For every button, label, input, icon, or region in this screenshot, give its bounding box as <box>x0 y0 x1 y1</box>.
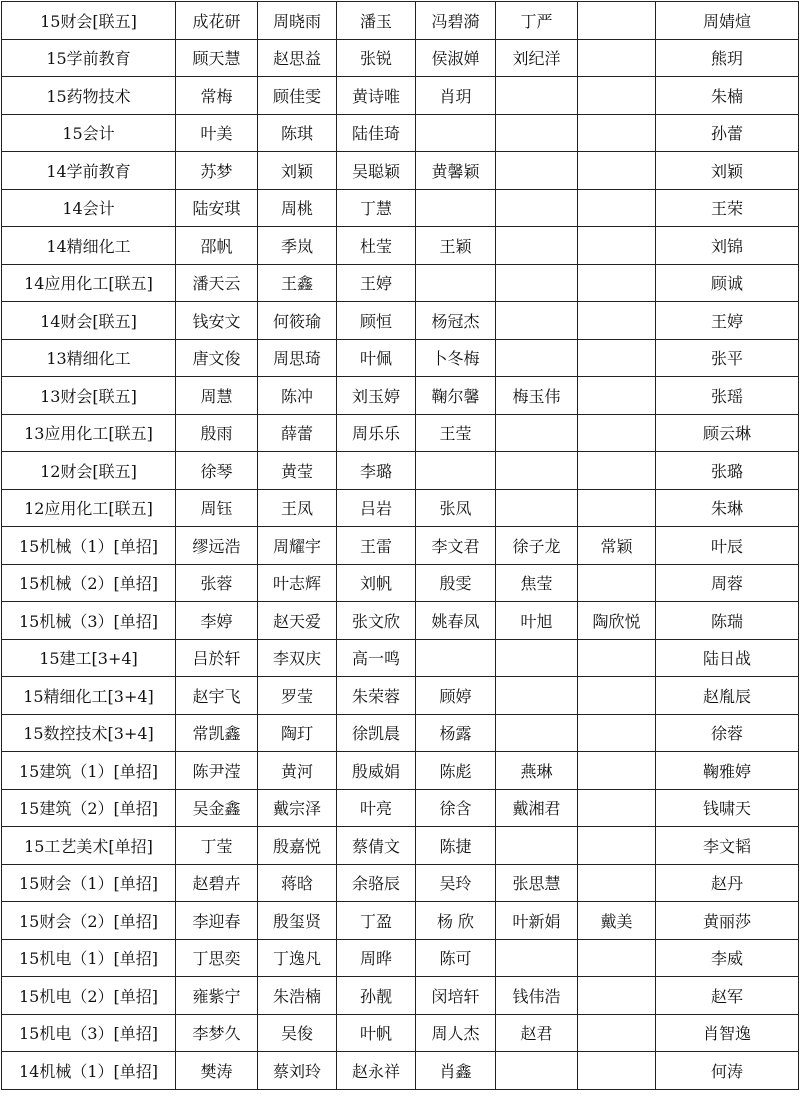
member-cell: 顾恒 <box>337 302 416 340</box>
member-cell: 徐凯晨 <box>337 714 416 752</box>
class-name-cell: 15工艺美术[单招] <box>2 827 176 865</box>
member-cell <box>578 227 656 265</box>
member-cell: 何筱瑜 <box>258 302 337 340</box>
member-cell: 肖玥 <box>416 77 496 115</box>
member-cell: 顾天慧 <box>176 39 258 77</box>
member-cell: 周钰 <box>176 489 258 527</box>
member-cell: 徐含 <box>416 789 496 827</box>
class-name-cell: 15建工[3+4] <box>2 639 176 677</box>
class-name-cell: 13财会[联五] <box>2 377 176 415</box>
advisor-cell: 刘颖 <box>656 152 799 190</box>
member-cell: 吕於轩 <box>176 639 258 677</box>
member-cell: 张思慧 <box>496 864 578 902</box>
member-cell: 肖鑫 <box>416 1052 496 1090</box>
member-cell: 丁严 <box>496 2 578 40</box>
advisor-cell: 赵胤辰 <box>656 677 799 715</box>
table-row <box>2 827 799 865</box>
member-cell: 陆安琪 <box>176 189 258 227</box>
member-cell: 叶帆 <box>337 1014 416 1052</box>
member-cell: 陶玎 <box>258 714 337 752</box>
member-cell <box>578 564 656 602</box>
member-cell <box>578 789 656 827</box>
advisor-cell: 陈瑞 <box>656 602 799 640</box>
member-cell <box>496 827 578 865</box>
member-cell: 钱伟浩 <box>496 977 578 1015</box>
member-cell: 赵思益 <box>258 39 337 77</box>
member-cell: 叶志辉 <box>258 564 337 602</box>
member-cell: 戴宗泽 <box>258 789 337 827</box>
advisor-cell: 王婷 <box>656 302 799 340</box>
member-cell: 赵永祥 <box>337 1052 416 1090</box>
member-cell: 蒋晗 <box>258 864 337 902</box>
class-name-cell: 13精细化工 <box>2 339 176 377</box>
advisor-cell: 周蓉 <box>656 564 799 602</box>
member-cell <box>416 639 496 677</box>
table-row <box>2 602 799 640</box>
table-row <box>2 114 799 152</box>
advisor-cell: 李威 <box>656 939 799 977</box>
member-cell <box>578 302 656 340</box>
class-name-cell: 15财会（2）[单招] <box>2 902 176 940</box>
table-row <box>2 39 799 77</box>
member-cell <box>496 302 578 340</box>
member-cell: 常颖 <box>578 527 656 565</box>
member-cell <box>416 189 496 227</box>
member-cell: 张蓉 <box>176 564 258 602</box>
member-cell: 罗莹 <box>258 677 337 715</box>
member-cell: 赵宇飞 <box>176 677 258 715</box>
member-cell: 叶旭 <box>496 602 578 640</box>
table-row <box>2 227 799 265</box>
member-cell: 丁思奕 <box>176 939 258 977</box>
member-cell: 丁莹 <box>176 827 258 865</box>
advisor-cell: 肖智逸 <box>656 1014 799 1052</box>
table-row <box>2 452 799 490</box>
member-cell: 周晔 <box>337 939 416 977</box>
member-cell: 丁逸凡 <box>258 939 337 977</box>
member-cell <box>578 377 656 415</box>
member-cell <box>416 264 496 302</box>
member-cell: 陆佳琦 <box>337 114 416 152</box>
table-row <box>2 377 799 415</box>
member-cell: 杨 欣 <box>416 902 496 940</box>
member-cell: 殷雯 <box>416 564 496 602</box>
member-cell: 唐文俊 <box>176 339 258 377</box>
member-cell: 陈捷 <box>416 827 496 865</box>
member-cell: 殷雨 <box>176 414 258 452</box>
member-cell: 杨露 <box>416 714 496 752</box>
member-cell: 王鑫 <box>258 264 337 302</box>
member-cell <box>578 152 656 190</box>
member-cell: 吴金鑫 <box>176 789 258 827</box>
class-name-cell: 14应用化工[联五] <box>2 264 176 302</box>
class-name-cell: 15建筑（1）[单招] <box>2 752 176 790</box>
advisor-cell: 何涛 <box>656 1052 799 1090</box>
class-name-cell: 15机电（2）[单招] <box>2 977 176 1015</box>
member-cell <box>578 864 656 902</box>
member-cell: 刘帆 <box>337 564 416 602</box>
member-cell <box>578 414 656 452</box>
table-row <box>2 189 799 227</box>
member-cell: 雍紫宁 <box>176 977 258 1015</box>
member-cell: 殷玺贤 <box>258 902 337 940</box>
member-cell: 王凤 <box>258 489 337 527</box>
member-cell <box>578 1052 656 1090</box>
member-cell <box>578 714 656 752</box>
table-row <box>2 902 799 940</box>
member-cell <box>578 489 656 527</box>
member-cell: 丁慧 <box>337 189 416 227</box>
member-cell: 黄莹 <box>258 452 337 490</box>
class-name-cell: 14学前教育 <box>2 152 176 190</box>
member-cell <box>578 639 656 677</box>
class-name-cell: 15机械（2）[单招] <box>2 564 176 602</box>
table-row <box>2 77 799 115</box>
member-cell: 陈尹滢 <box>176 752 258 790</box>
member-cell: 殷威娟 <box>337 752 416 790</box>
table-row <box>2 2 799 40</box>
member-cell: 刘玉婷 <box>337 377 416 415</box>
member-cell: 殷嘉悦 <box>258 827 337 865</box>
advisor-cell: 赵丹 <box>656 864 799 902</box>
class-name-cell: 13应用化工[联五] <box>2 414 176 452</box>
advisor-cell: 顾诚 <box>656 264 799 302</box>
table-row <box>2 564 799 602</box>
member-cell <box>496 77 578 115</box>
member-cell: 钱安文 <box>176 302 258 340</box>
member-cell <box>496 414 578 452</box>
member-cell: 朱荣蓉 <box>337 677 416 715</box>
table-row <box>2 527 799 565</box>
class-name-cell: 15财会（1）[单招] <box>2 864 176 902</box>
member-cell: 燕琳 <box>496 752 578 790</box>
advisor-cell: 赵军 <box>656 977 799 1015</box>
member-cell: 陈琪 <box>258 114 337 152</box>
member-cell: 季岚 <box>258 227 337 265</box>
member-cell <box>496 677 578 715</box>
member-cell: 李梦久 <box>176 1014 258 1052</box>
member-cell: 孙靓 <box>337 977 416 1015</box>
table-row <box>2 677 799 715</box>
member-cell: 鞠尔馨 <box>416 377 496 415</box>
class-name-cell: 15药物技术 <box>2 77 176 115</box>
class-name-cell: 14财会[联五] <box>2 302 176 340</box>
member-cell <box>578 2 656 40</box>
member-cell: 姚春凤 <box>416 602 496 640</box>
member-cell: 周桃 <box>258 189 337 227</box>
table-row <box>2 264 799 302</box>
member-cell <box>578 939 656 977</box>
class-name-cell: 15机械（1）[单招] <box>2 527 176 565</box>
advisor-cell: 陆日战 <box>656 639 799 677</box>
member-cell <box>578 114 656 152</box>
class-name-cell: 14机械（1）[单招] <box>2 1052 176 1090</box>
member-cell <box>578 827 656 865</box>
member-cell <box>578 39 656 77</box>
member-cell: 陈彪 <box>416 752 496 790</box>
member-cell: 叶美 <box>176 114 258 152</box>
class-name-cell: 15数控技术[3+4] <box>2 714 176 752</box>
member-cell: 陈冲 <box>258 377 337 415</box>
member-cell <box>578 1014 656 1052</box>
advisor-cell: 黄丽莎 <box>656 902 799 940</box>
member-cell: 梅玉伟 <box>496 377 578 415</box>
member-cell: 赵碧卉 <box>176 864 258 902</box>
member-cell: 李璐 <box>337 452 416 490</box>
advisor-cell: 徐蓉 <box>656 714 799 752</box>
class-name-cell: 15机电（1）[单招] <box>2 939 176 977</box>
member-cell: 张文欣 <box>337 602 416 640</box>
member-cell: 赵天爱 <box>258 602 337 640</box>
table-row <box>2 1014 799 1052</box>
table-row <box>2 939 799 977</box>
member-cell: 闵培轩 <box>416 977 496 1015</box>
table-row <box>2 489 799 527</box>
member-cell: 刘颖 <box>258 152 337 190</box>
member-cell <box>496 939 578 977</box>
member-cell: 缪远浩 <box>176 527 258 565</box>
class-name-cell: 12财会[联五] <box>2 452 176 490</box>
member-cell <box>578 264 656 302</box>
class-name-cell: 15机械（3）[单招] <box>2 602 176 640</box>
advisor-cell: 鞠雅婷 <box>656 752 799 790</box>
advisor-cell: 张瑶 <box>656 377 799 415</box>
advisor-cell: 钱啸天 <box>656 789 799 827</box>
class-name-cell: 12应用化工[联五] <box>2 489 176 527</box>
member-cell: 陈可 <box>416 939 496 977</box>
advisor-cell: 张平 <box>656 339 799 377</box>
class-name-cell: 14会计 <box>2 189 176 227</box>
member-cell: 戴湘君 <box>496 789 578 827</box>
member-cell: 卜冬梅 <box>416 339 496 377</box>
member-cell: 周人杰 <box>416 1014 496 1052</box>
member-cell: 吴玲 <box>416 864 496 902</box>
advisor-cell: 熊玥 <box>656 39 799 77</box>
member-cell <box>496 152 578 190</box>
member-cell: 李双庆 <box>258 639 337 677</box>
table-row <box>2 414 799 452</box>
member-cell <box>578 752 656 790</box>
member-cell <box>496 714 578 752</box>
member-cell <box>496 339 578 377</box>
member-cell: 杨冠杰 <box>416 302 496 340</box>
member-cell <box>578 452 656 490</box>
advisor-cell: 周婧煊 <box>656 2 799 40</box>
member-cell: 李迎春 <box>176 902 258 940</box>
table-row <box>2 1052 799 1090</box>
member-cell: 李文君 <box>416 527 496 565</box>
member-cell: 顾婷 <box>416 677 496 715</box>
member-cell: 周慧 <box>176 377 258 415</box>
member-cell: 蔡刘玲 <box>258 1052 337 1090</box>
member-cell: 张锐 <box>337 39 416 77</box>
member-cell: 张凤 <box>416 489 496 527</box>
advisor-cell: 叶辰 <box>656 527 799 565</box>
member-cell: 常梅 <box>176 77 258 115</box>
member-cell: 丁盈 <box>337 902 416 940</box>
member-cell: 陶欣悦 <box>578 602 656 640</box>
member-cell: 高一鸣 <box>337 639 416 677</box>
member-cell: 潘天云 <box>176 264 258 302</box>
member-cell <box>496 189 578 227</box>
member-cell: 杜莹 <box>337 227 416 265</box>
member-cell: 周乐乐 <box>337 414 416 452</box>
member-cell: 焦莹 <box>496 564 578 602</box>
advisor-cell: 刘锦 <box>656 227 799 265</box>
member-cell <box>578 677 656 715</box>
member-cell <box>578 339 656 377</box>
member-cell: 成花研 <box>176 2 258 40</box>
member-cell <box>496 114 578 152</box>
member-cell: 吴俊 <box>258 1014 337 1052</box>
table-row <box>2 302 799 340</box>
member-cell: 王莹 <box>416 414 496 452</box>
member-cell: 黄河 <box>258 752 337 790</box>
member-cell <box>496 489 578 527</box>
member-cell: 蔡倩文 <box>337 827 416 865</box>
member-cell: 周耀宇 <box>258 527 337 565</box>
member-cell: 李婷 <box>176 602 258 640</box>
member-cell: 薛蕾 <box>258 414 337 452</box>
member-cell: 周思琦 <box>258 339 337 377</box>
table-row <box>2 152 799 190</box>
table-row <box>2 339 799 377</box>
advisor-cell: 李文韬 <box>656 827 799 865</box>
class-name-cell: 15精细化工[3+4] <box>2 677 176 715</box>
member-cell: 徐琴 <box>176 452 258 490</box>
class-name-cell: 14精细化工 <box>2 227 176 265</box>
member-cell <box>578 977 656 1015</box>
table-row <box>2 639 799 677</box>
member-cell <box>496 639 578 677</box>
member-cell <box>416 114 496 152</box>
member-cell: 顾佳雯 <box>258 77 337 115</box>
table-row <box>2 752 799 790</box>
class-name-cell: 15财会[联五] <box>2 2 176 40</box>
member-cell: 周晓雨 <box>258 2 337 40</box>
member-cell: 冯碧漪 <box>416 2 496 40</box>
member-cell: 潘玉 <box>337 2 416 40</box>
member-cell: 侯淑婵 <box>416 39 496 77</box>
roster-table <box>1 1 799 1090</box>
member-cell <box>496 1052 578 1090</box>
roster-table-body <box>2 2 799 1090</box>
member-cell: 黄诗唯 <box>337 77 416 115</box>
member-cell: 赵君 <box>496 1014 578 1052</box>
member-cell: 叶佩 <box>337 339 416 377</box>
advisor-cell: 朱楠 <box>656 77 799 115</box>
member-cell <box>416 452 496 490</box>
member-cell <box>578 189 656 227</box>
member-cell: 余骆辰 <box>337 864 416 902</box>
table-row <box>2 789 799 827</box>
advisor-cell: 顾云琳 <box>656 414 799 452</box>
member-cell: 戴美 <box>578 902 656 940</box>
advisor-cell: 朱琳 <box>656 489 799 527</box>
member-cell: 吴聪颖 <box>337 152 416 190</box>
table-row <box>2 714 799 752</box>
member-cell: 王婷 <box>337 264 416 302</box>
advisor-cell: 王荣 <box>656 189 799 227</box>
table-row <box>2 864 799 902</box>
advisor-cell: 张璐 <box>656 452 799 490</box>
member-cell <box>578 77 656 115</box>
class-name-cell: 15会计 <box>2 114 176 152</box>
member-cell: 常凯鑫 <box>176 714 258 752</box>
member-cell: 吕岩 <box>337 489 416 527</box>
member-cell: 王颖 <box>416 227 496 265</box>
class-name-cell: 15机电（3）[单招] <box>2 1014 176 1052</box>
member-cell: 邵帆 <box>176 227 258 265</box>
class-name-cell: 15建筑（2）[单招] <box>2 789 176 827</box>
member-cell: 黄馨颖 <box>416 152 496 190</box>
advisor-cell: 孙蕾 <box>656 114 799 152</box>
member-cell: 徐子龙 <box>496 527 578 565</box>
member-cell: 苏梦 <box>176 152 258 190</box>
member-cell: 王雷 <box>337 527 416 565</box>
member-cell <box>496 452 578 490</box>
member-cell: 樊涛 <box>176 1052 258 1090</box>
class-name-cell: 15学前教育 <box>2 39 176 77</box>
member-cell: 刘纪洋 <box>496 39 578 77</box>
member-cell: 叶亮 <box>337 789 416 827</box>
table-row <box>2 977 799 1015</box>
member-cell: 叶新娟 <box>496 902 578 940</box>
member-cell: 朱浩楠 <box>258 977 337 1015</box>
member-cell <box>496 264 578 302</box>
member-cell <box>496 227 578 265</box>
